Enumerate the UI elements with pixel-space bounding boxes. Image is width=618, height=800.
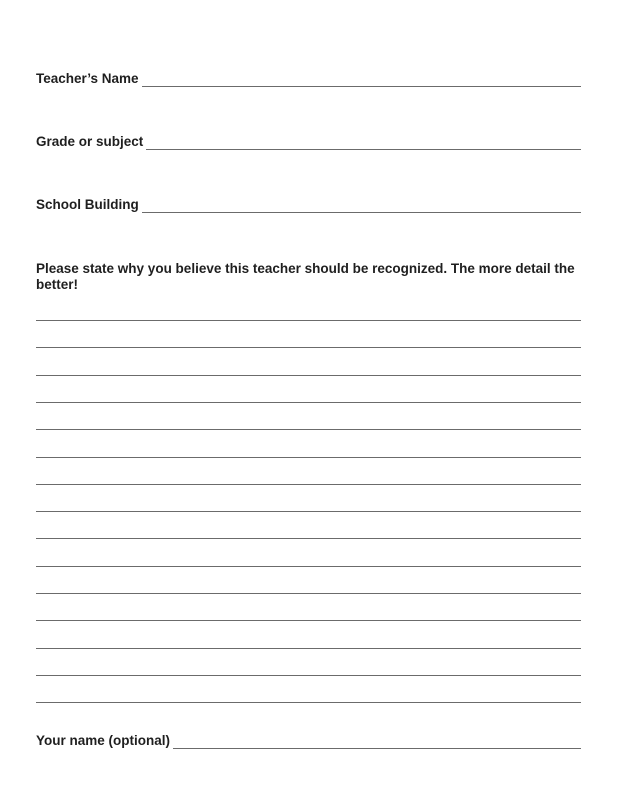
answer-line[interactable] <box>36 702 581 703</box>
answer-line[interactable] <box>36 566 581 567</box>
answer-line[interactable] <box>36 429 581 430</box>
answer-line[interactable] <box>36 538 581 539</box>
your-name-row <box>36 733 581 749</box>
answer-line[interactable] <box>36 511 581 512</box>
answer-line[interactable] <box>36 320 581 321</box>
answer-line[interactable] <box>36 675 581 676</box>
answer-line[interactable] <box>36 620 581 621</box>
answer-line[interactable] <box>36 375 581 376</box>
your-name-field[interactable] <box>173 747 581 749</box>
answer-line[interactable] <box>36 347 581 348</box>
answer-line[interactable] <box>36 593 581 594</box>
school-label: School Building <box>36 197 139 212</box>
answer-line[interactable] <box>36 648 581 649</box>
answer-line[interactable] <box>36 484 581 485</box>
teacher-name-row <box>36 71 581 87</box>
grade-label: Grade or subject <box>36 134 144 149</box>
grade-field[interactable] <box>146 148 581 150</box>
your-name-label: Your name (optional) <box>36 733 170 748</box>
school-row <box>36 197 581 213</box>
grade-row <box>36 134 581 150</box>
teacher-name-field[interactable] <box>142 85 581 87</box>
school-field[interactable] <box>142 211 581 213</box>
teacher-name-label: Teacher’s Name <box>36 71 139 86</box>
recognition-prompt: Please state why you believe this teacher should be recognized. The more detail the better! <box>36 261 575 292</box>
answer-line[interactable] <box>36 457 581 458</box>
answer-line[interactable] <box>36 402 581 403</box>
